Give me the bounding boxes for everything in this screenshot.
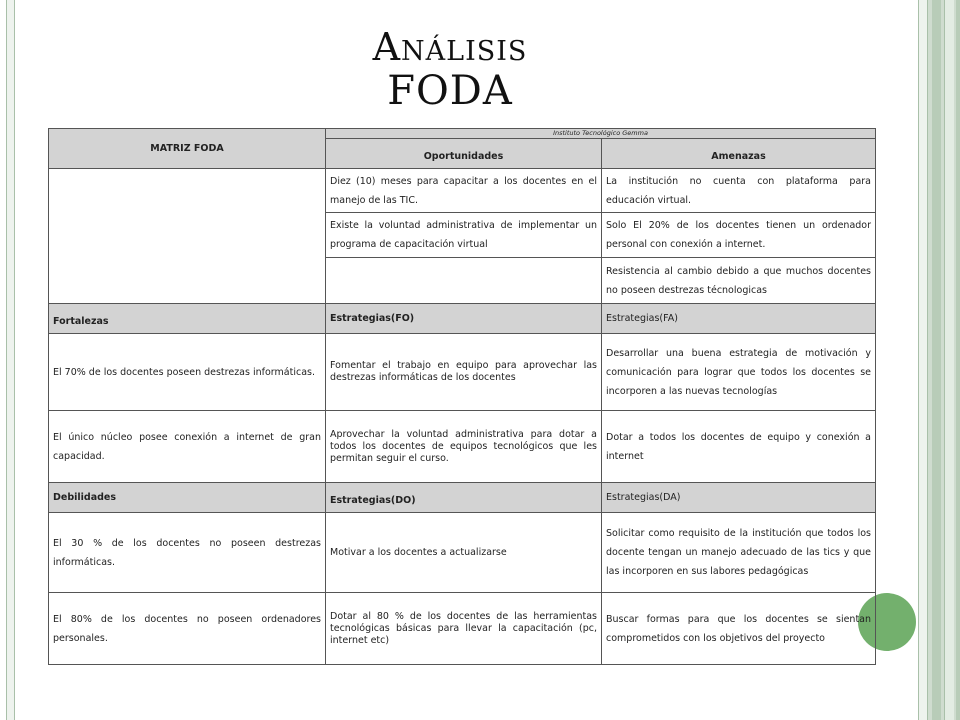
threats-header: Amenazas	[602, 139, 876, 169]
slide-title	[300, 26, 600, 113]
threat-cell: Resistencia al cambio debido a que muchos docentes no poseen destrezas técnologicas	[602, 258, 876, 304]
title-line-2: FODA	[387, 67, 513, 114]
fo-strategy-cell: Fomentar el trabajo en equipo para aprovechar las destrezas informáticas de los docentes	[326, 334, 602, 411]
do-strategy-cell: Dotar al 80 % de los docentes de las herramientas tecnológicas básicas para llevar la capacitación (pc, internet etc)	[326, 593, 602, 665]
title-line-1: Análisis	[372, 25, 528, 69]
empty-corner-cell	[49, 169, 326, 304]
do-strategy-cell: Motivar a los docentes a actualizarse	[326, 513, 602, 593]
strength-cell: El 70% de los docentes poseen destrezas informáticas.	[49, 334, 326, 411]
da-strategy-cell: Solicitar como requisito de la institución que todos los docente tengan un manejo adecuado de las tics y que las incorporen en sus labores pedagógicas	[602, 513, 876, 593]
weaknesses-header: Debilidades	[49, 483, 326, 513]
threat-cell: La institución no cuenta con plataforma para educación virtual.	[602, 169, 876, 213]
opportunity-cell: Existe la voluntad administrativa de implementar un programa de capacitación virtual	[326, 213, 602, 258]
opportunities-header: Oportunidades	[326, 139, 602, 169]
fo-strategy-cell: Aprovechar la voluntad administrativa para dotar a todos los docentes de equipos tecnológicos que les permitan seguir el curso.	[326, 411, 602, 483]
slide-frame-right	[918, 0, 960, 720]
da-header: Estrategias(DA)	[602, 483, 876, 513]
weakness-cell: El 80% de los docentes no poseen ordenadores personales.	[49, 593, 326, 665]
opportunity-cell: Diez (10) meses para capacitar a los docentes en el manejo de las TIC.	[326, 169, 602, 213]
slide-frame-left	[6, 0, 15, 720]
threat-cell: Solo El 20% de los docentes tienen un ordenador personal con conexión a internet.	[602, 213, 876, 258]
empty-opportunity-cell	[326, 258, 602, 304]
fa-strategy-cell: Desarrollar una buena estrategia de motivación y comunicación para lograr que todos los docentes se incorporen a las nuevas tecnologías	[602, 334, 876, 411]
strengths-header: Fortalezas	[49, 304, 326, 334]
da-strategy-cell: Buscar formas para que los docentes se sientan comprometidos con los objetivos del proyecto	[602, 593, 876, 665]
matrix-label-cell: MATRIZ FODA	[49, 129, 326, 169]
fa-header: Estrategias(FA)	[602, 304, 876, 334]
strength-cell: El único núcleo posee conexión a internet de gran capacidad.	[49, 411, 326, 483]
fa-strategy-cell: Dotar a todos los docentes de equipo y conexión a internet	[602, 411, 876, 483]
fo-header: Estrategias(FO)	[326, 304, 602, 334]
do-header: Estrategias(DO)	[326, 483, 602, 513]
institution-cell: Instituto Tecnológico Gemma	[326, 129, 876, 139]
weakness-cell: El 30 % de los docentes no poseen destrezas informáticas.	[49, 513, 326, 593]
foda-matrix-table	[48, 128, 876, 665]
